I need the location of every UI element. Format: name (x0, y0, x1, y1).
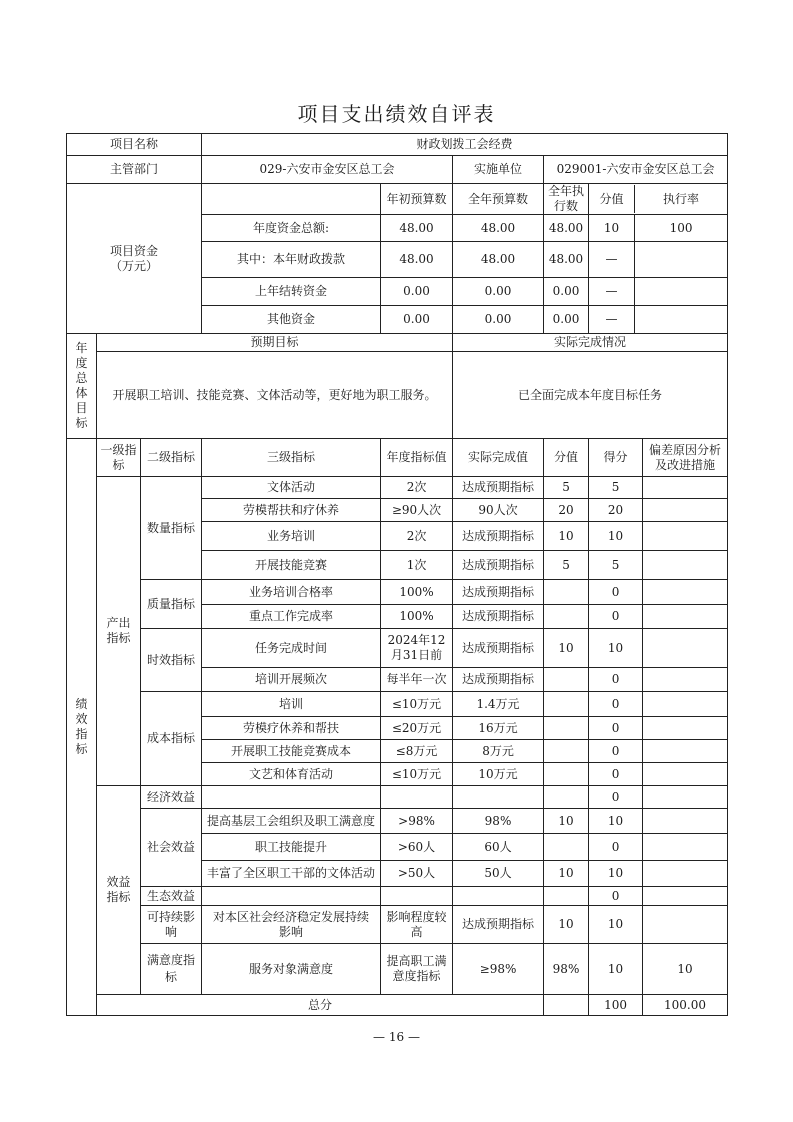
indicator-score: 10 (589, 809, 643, 834)
indicator-name: 丰富了全区职工干部的文体活动 (202, 861, 381, 887)
indicator-actual: 98% (453, 809, 544, 834)
indicator-value: 5 (544, 551, 589, 580)
indicator-actual (453, 887, 544, 906)
indicator-remark (643, 740, 728, 763)
funds-row-executed: 0.00 (544, 306, 589, 334)
funds-row-annual: 0.00 (453, 306, 544, 334)
funds-header-rate: 执行率 (663, 192, 700, 206)
dept-value: 029-六安市金安区总工会 (202, 156, 453, 184)
indicator-row (67, 906, 728, 944)
indicator-value: 10 (589, 944, 643, 995)
indicator-value (544, 887, 589, 906)
indicator-value: 20 (544, 499, 589, 522)
indicator-target: >60人 (381, 834, 453, 861)
level1-output: 产出指标 (97, 477, 141, 786)
indicator-score: 0 (589, 887, 643, 906)
indicator-row (67, 692, 728, 717)
indicator-name: 提高基层工会组织及职工满意度 (202, 809, 381, 834)
level2-social: 社会效益 (141, 809, 202, 887)
indicator-score: 10 (589, 906, 643, 944)
indicator-name: 劳模帮扶和疗休养 (202, 499, 381, 522)
project-name-value: 财政划拨工会经费 (202, 134, 728, 156)
level2-sustainable: 可持续影响 (141, 906, 202, 944)
indicator-value: 10 (544, 522, 589, 551)
indicator-target: >98% (381, 809, 453, 834)
indicator-actual: 10万元 (453, 763, 544, 786)
indicator-actual: 达成预期指标 (453, 629, 544, 668)
indicator-target (381, 887, 453, 906)
indicator-score: 0 (589, 668, 643, 692)
indicator-actual: 达成预期指标 (453, 605, 544, 629)
indicator-target: 2次 (381, 522, 453, 551)
indicator-name: 对本区社会经济稳定发展持续影响 (202, 906, 381, 944)
funds-row-name: 年度资金总额: (202, 215, 381, 242)
indicator-header-row (67, 439, 728, 477)
level2-ecological: 生态效益 (141, 887, 202, 906)
indicator-name: 文艺和体育活动 (202, 763, 381, 786)
indicator-actual: 50人 (453, 861, 544, 887)
indicator-actual: 达成预期指标 (453, 522, 544, 551)
indicator-actual: 达成预期指标 (453, 477, 544, 499)
indicator-score: 20 (589, 499, 643, 522)
funds-label (67, 184, 202, 334)
indicator-score: 0 (589, 763, 643, 786)
indicator-score: 0 (589, 834, 643, 861)
indicator-value: 10 (544, 861, 589, 887)
indicator-actual: 达成预期指标 (453, 906, 544, 944)
indicator-name: 开展职工技能竞赛成本 (202, 740, 381, 763)
indicator-score: 10 (643, 944, 728, 995)
vertical-char: 绩 (75, 697, 88, 711)
header-score: 得分 (589, 439, 643, 477)
funds-row-score-value: 10 (589, 215, 635, 241)
header-level3: 三级指标 (202, 439, 381, 477)
vertical-char: 体 (75, 386, 88, 400)
indicator-name: 开展技能竞赛 (202, 551, 381, 580)
indicator-target: ≥90人次 (381, 499, 453, 522)
indicator-remark (643, 629, 728, 668)
funds-row-score-value: — (589, 278, 635, 305)
indicator-score: 0 (589, 740, 643, 763)
indicator-target: ≤20万元 (381, 717, 453, 740)
indicator-actual: 8万元 (453, 740, 544, 763)
goal-header-row (67, 334, 728, 352)
indicator-name: 文体活动 (202, 477, 381, 499)
header-remark: 偏差原因分析及改进措施 (643, 439, 728, 477)
indicator-score: 0 (589, 786, 643, 809)
indicator-remark (643, 834, 728, 861)
indicator-target: 100% (381, 580, 453, 605)
indicator-target: 2024年12月31日前 (381, 629, 453, 668)
level2-cost: 成本指标 (141, 692, 202, 786)
funds-row-name: 其中：本年财政拨款 (202, 242, 381, 278)
indicator-remark (643, 477, 728, 499)
header-level2: 二级指标 (141, 439, 202, 477)
vertical-char: 标 (75, 416, 88, 430)
indicator-remark (643, 692, 728, 717)
indicator-value (544, 605, 589, 629)
goal-actual-header: 实际完成情况 (453, 334, 728, 352)
goal-content-row (67, 352, 728, 439)
level1-benefit: 效益指标 (97, 786, 141, 995)
funds-row-rate: 100 (669, 221, 693, 235)
header-level1: 一级指标 (97, 439, 141, 477)
indicator-remark (643, 906, 728, 944)
funds-row-executed: 0.00 (544, 278, 589, 306)
total-actual (544, 995, 589, 1016)
indicator-score: 0 (589, 717, 643, 740)
indicator-value (544, 668, 589, 692)
indicator-value (544, 692, 589, 717)
impl-value: 029001-六安市金安区总工会 (544, 156, 728, 184)
funds-row-initial: 48.00 (381, 215, 453, 242)
goal-expected-header: 预期目标 (97, 334, 453, 352)
funds-row-initial: 48.00 (381, 242, 453, 278)
project-name-row (67, 134, 728, 156)
funds-row-initial: 0.00 (381, 278, 453, 306)
indicator-row (67, 887, 728, 906)
indicator-target: 100% (381, 605, 453, 629)
indicator-value (544, 580, 589, 605)
goal-label (67, 334, 97, 439)
funds-row-value-rate (589, 278, 728, 306)
funds-label-line1: 项目资金 (110, 243, 159, 258)
indicator-value (544, 834, 589, 861)
indicator-value (544, 786, 589, 809)
funds-header-blank (202, 184, 381, 215)
indicator-target: 每半年一次 (381, 668, 453, 692)
page-number: — 16 — (373, 1030, 420, 1044)
indicator-actual: 16万元 (453, 717, 544, 740)
indicator-remark (643, 809, 728, 834)
indicator-name: 重点工作完成率 (202, 605, 381, 629)
indicator-remark (643, 551, 728, 580)
indicator-name: 任务完成时间 (202, 629, 381, 668)
dept-row (67, 156, 728, 184)
funds-row-rate (635, 242, 727, 277)
indicator-target: >50人 (381, 861, 453, 887)
funds-row-score-value: — (589, 306, 635, 333)
page-title: 项目支出绩效自评表 (297, 102, 496, 126)
vertical-char: 目 (75, 401, 88, 415)
indicator-target: ≤8万元 (381, 740, 453, 763)
indicator-row (67, 786, 728, 809)
indicator-name: 培训 (202, 692, 381, 717)
indicators-label (67, 439, 97, 1016)
indicator-actual: 1.4万元 (453, 692, 544, 717)
dept-label: 主管部门 (67, 156, 202, 184)
indicator-row (67, 629, 728, 668)
funds-header-score-value (589, 184, 728, 215)
indicator-name: 培训开展频次 (202, 668, 381, 692)
indicator-actual: 达成预期指标 (453, 551, 544, 580)
indicator-score: 0 (589, 605, 643, 629)
indicator-target: ≥98% (453, 944, 544, 995)
funds-header-executed: 全年执行数 (544, 184, 589, 215)
performance-table (66, 133, 728, 1016)
indicator-score: 5 (589, 551, 643, 580)
level2-quantity: 数量指标 (141, 477, 202, 580)
indicator-value: 10 (544, 906, 589, 944)
indicator-actual: 达成预期指标 (453, 580, 544, 605)
indicator-score: 10 (589, 522, 643, 551)
indicator-remark (643, 717, 728, 740)
funds-row-value-rate (589, 242, 728, 278)
indicator-value (544, 763, 589, 786)
funds-row-initial: 0.00 (381, 306, 453, 334)
indicator-target: ≤10万元 (381, 763, 453, 786)
funds-row-annual: 48.00 (453, 242, 544, 278)
level2-service: 服务对象满意度 (202, 944, 381, 995)
indicator-remark (643, 668, 728, 692)
indicator-remark (643, 763, 728, 786)
indicator-actual: 达成预期指标 (453, 668, 544, 692)
indicator-actual: 60人 (453, 834, 544, 861)
vertical-char: 指 (75, 727, 88, 741)
indicator-score: 0 (589, 580, 643, 605)
indicator-target: 1次 (381, 551, 453, 580)
funds-row-annual: 0.00 (453, 278, 544, 306)
level2-quality: 质量指标 (141, 580, 202, 629)
indicator-remark (643, 499, 728, 522)
indicator-name (202, 887, 381, 906)
vertical-char: 年 (75, 341, 88, 355)
funds-row-value-rate (589, 306, 728, 334)
indicator-row (67, 477, 728, 499)
goal-label-text (68, 341, 95, 431)
indicator-value (544, 740, 589, 763)
total-label: 总分 (97, 995, 544, 1016)
indicator-remark (643, 861, 728, 887)
indicator-value: 10 (544, 629, 589, 668)
funds-row-rate (635, 278, 727, 305)
level1-satisfaction: 满意度指标 (141, 944, 202, 995)
funds-label-line2: （万元） (110, 258, 159, 273)
indicator-actual: 90人次 (453, 499, 544, 522)
total-value: 100 (589, 995, 643, 1016)
indicator-name: 劳模疗休养和帮扶 (202, 717, 381, 740)
indicator-target: ≤10万元 (381, 692, 453, 717)
vertical-char: 效 (75, 712, 88, 726)
indicator-row (67, 809, 728, 834)
indicator-score: 5 (589, 477, 643, 499)
funds-row-name: 上年结转资金 (202, 278, 381, 306)
indicator-target (381, 786, 453, 809)
goal-expected: 开展职工培训、技能竞赛、文体活动等，更好地为职工服务。 (97, 352, 453, 439)
indicator-remark (643, 887, 728, 906)
funds-row-score-value: — (589, 242, 635, 277)
indicator-remark (643, 522, 728, 551)
indicator-name: 业务培训合格率 (202, 580, 381, 605)
funds-header-initial: 年初预算数 (381, 184, 453, 215)
indicator-target: 影响程度较高 (381, 906, 453, 944)
vertical-char: 标 (75, 742, 88, 756)
funds-row-rate (635, 306, 727, 333)
funds-row-name: 其他资金 (202, 306, 381, 334)
header-target: 年度指标值 (381, 439, 453, 477)
project-name-label: 项目名称 (67, 134, 202, 156)
indicator-name: 业务培训 (202, 522, 381, 551)
indicator-actual: 98% (544, 944, 589, 995)
indicator-name: 提高职工满意度指标 (381, 944, 453, 995)
indicator-score: 0 (589, 692, 643, 717)
indicator-score: 10 (589, 861, 643, 887)
indicator-target: 2次 (381, 477, 453, 499)
indicator-score: 10 (589, 629, 643, 668)
vertical-char: 总 (75, 371, 88, 385)
indicator-value: 10 (544, 809, 589, 834)
impl-label: 实施单位 (453, 156, 544, 184)
indicators-label-text (68, 697, 95, 757)
indicator-actual (453, 786, 544, 809)
funds-header-row (67, 184, 728, 215)
funds-row-annual: 48.00 (453, 215, 544, 242)
level2-timeliness: 时效指标 (141, 629, 202, 692)
indicator-value (544, 717, 589, 740)
funds-row-value-rate (589, 215, 728, 242)
header-actual: 实际完成值 (453, 439, 544, 477)
level2-economic: 经济效益 (141, 786, 202, 809)
total-score: 100.00 (643, 995, 728, 1016)
indicator-name (202, 786, 381, 809)
header-value: 分值 (544, 439, 589, 477)
vertical-char: 度 (75, 356, 88, 370)
indicator-name: 职工技能提升 (202, 834, 381, 861)
funds-header-annual: 全年预算数 (453, 184, 544, 215)
indicator-remark (643, 580, 728, 605)
indicator-value: 5 (544, 477, 589, 499)
funds-row-executed: 48.00 (544, 215, 589, 242)
indicator-row (67, 580, 728, 605)
indicator-remark (643, 786, 728, 809)
indicator-remark (643, 605, 728, 629)
goal-actual: 已全面完成本年度目标任务 (453, 352, 728, 439)
total-row (67, 995, 728, 1016)
funds-header-score-value-text: 分值 (589, 185, 635, 213)
indicator-row (67, 944, 728, 995)
funds-row-executed: 48.00 (544, 242, 589, 278)
